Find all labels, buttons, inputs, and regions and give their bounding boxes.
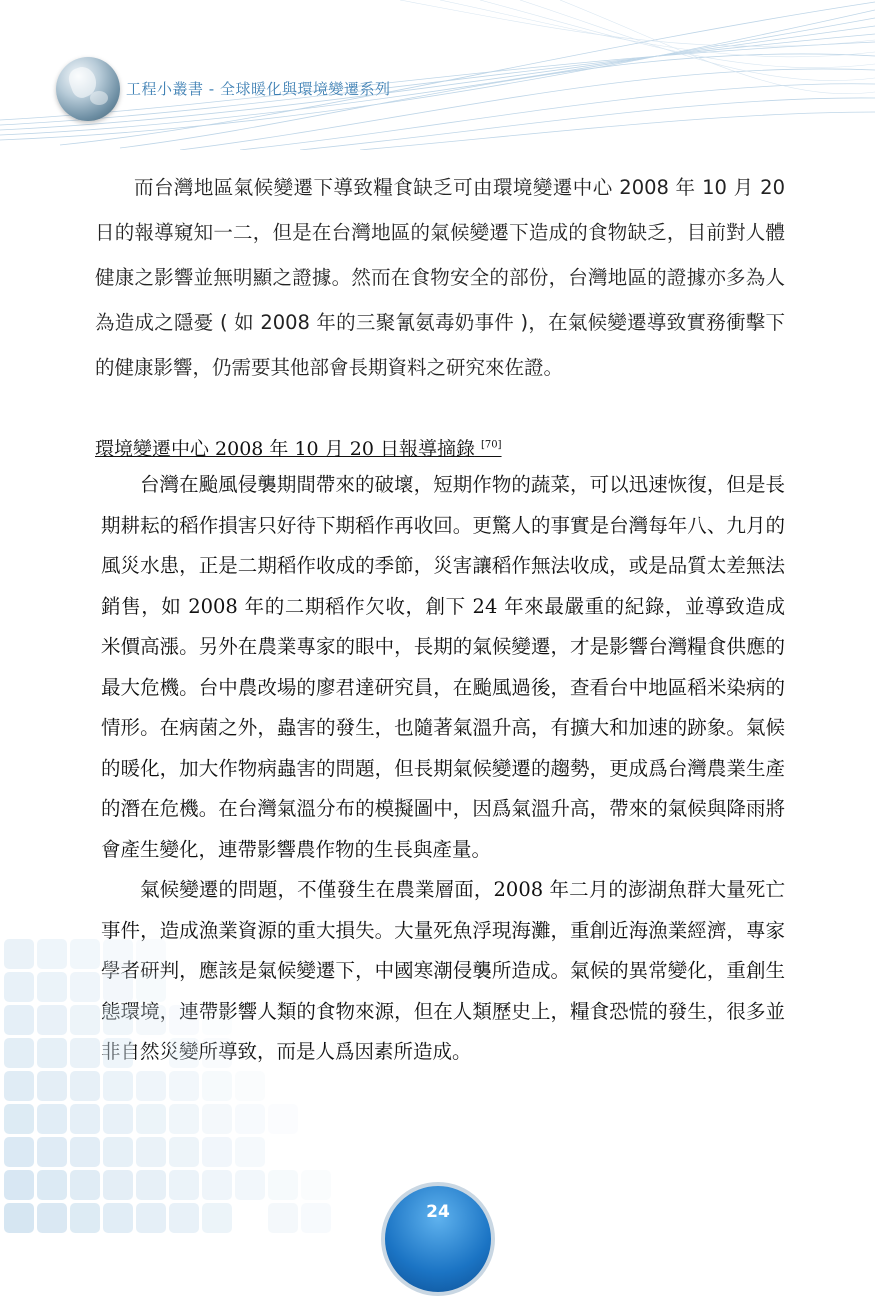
decor-square — [103, 1038, 133, 1068]
decor-square — [70, 939, 100, 969]
decor-square — [136, 939, 166, 969]
decor-square — [70, 972, 100, 1002]
decor-square — [4, 1203, 34, 1233]
decor-square — [37, 1038, 67, 1068]
decor-square — [70, 1038, 100, 1068]
decor-square — [202, 1170, 232, 1200]
decor-square — [136, 972, 166, 1002]
page-number-badge — [381, 1182, 495, 1296]
decor-square — [136, 1071, 166, 1101]
intro-paragraph — [95, 165, 785, 390]
decor-square — [169, 1170, 199, 1200]
excerpt-paragraph-2: 氣候變遷的問題，不僅發生在農業層面，2008 年二月的澎湖魚群大量死亡事件，造成漁業資源的重大損失。大量死魚浮現海灘，重創近海漁業經濟，專家學者研判，應該是氣候變遷下，中國寒潮侵襲所造成。氣候的異常變化，重創生態環境，連帶影響人類的食物來源，但在人類歷史上，糧食恐慌的發生，很多並非自然災變所導致，而是人爲因素所造成。 — [101, 878, 785, 1063]
decor-square — [235, 1071, 265, 1101]
decor-square — [103, 1170, 133, 1200]
decor-square — [103, 1104, 133, 1134]
decor-square — [4, 1005, 34, 1035]
corner-squares-decoration — [0, 935, 330, 1241]
decor-square — [301, 1170, 331, 1200]
decor-square — [70, 1104, 100, 1134]
decor-square — [235, 1104, 265, 1134]
decor-square — [268, 1203, 298, 1233]
decor-square — [136, 1005, 166, 1035]
intro-paragraph-text: 而台灣地區氣候變遷下導致糧食缺乏可由環境變遷中心 2008 年 10 月 20 日的報導窺知一二，但是在台灣地區的氣候變遷下造成的食物缺乏，目前對人體健康之影響並無明顯之證據。然而在食物安全的部份，台灣地區的證據亦多為人為造成之隱憂 ( 如 2008 年的三聚氰氨毒奶事件 )，在氣候變遷導致實務衝擊下的健康影響，仍需要其他部會長期資料之研究來佐證。 — [95, 176, 785, 379]
header-swoosh-decoration — [0, 0, 875, 150]
decor-square — [202, 1005, 232, 1035]
excerpt-paragraph-1: 台灣在颱風侵襲期間帶來的破壞，短期作物的蔬菜，可以迅速恢復，但是長期耕耘的稻作損害只好待下期稻作再收回。更驚人的事實是台灣每年八、九月的風災水患，正是二期稻作收成的季節，災害讓稻作無法收成，或是品質太差無法銷售，如 2008 年的二期稻作欠收，創下 24 年來最嚴重的紀錄，並導致造成米價高漲。另外在農業專家的眼中，長期的氣候變遷，才是影響台灣糧食供應的最大危機。台中農改場的廖君達研究員，在颱風過後，查看台中地區稻米染病的情形。在病菌之外，蟲害的發生，也隨著氣溫升高，有擴大和加速的跡象。氣候的暖化，加大作物病蟲害的問題，但長期氣候變遷的趨勢，更成爲台灣農業生產的潛在危機。在台灣氣溫分布的模擬圖中，因爲氣溫升高，帶來的氣候與降雨將會產生變化，連帶影響農作物的生長與產量。 — [101, 473, 785, 861]
decor-square — [235, 1137, 265, 1167]
decor-square — [169, 1071, 199, 1101]
excerpt-title-text: 環境變遷中心 2008 年 10 月 20 日報導摘錄 — [95, 438, 475, 460]
decor-square — [70, 1137, 100, 1167]
decor-square — [136, 1104, 166, 1134]
decor-square — [103, 1005, 133, 1035]
decor-square — [37, 939, 67, 969]
decor-square — [202, 1071, 232, 1101]
decor-square — [37, 1137, 67, 1167]
decor-square — [37, 1005, 67, 1035]
decor-square — [103, 1071, 133, 1101]
decor-square — [136, 1203, 166, 1233]
decor-square — [268, 1104, 298, 1134]
decor-square — [37, 1170, 67, 1200]
decor-square — [37, 1203, 67, 1233]
decor-square — [268, 1170, 298, 1200]
decor-square — [4, 1038, 34, 1068]
decor-square — [202, 1137, 232, 1167]
decor-square — [70, 1071, 100, 1101]
decor-square — [202, 1104, 232, 1134]
decor-square — [4, 1137, 34, 1167]
page-header — [0, 0, 875, 150]
decor-square — [4, 972, 34, 1002]
decor-square — [4, 1170, 34, 1200]
decor-square — [37, 1071, 67, 1101]
decor-square — [4, 939, 34, 969]
decor-square — [103, 1137, 133, 1167]
decor-square — [235, 1170, 265, 1200]
page-number: 24 — [426, 1202, 450, 1222]
decor-square — [37, 972, 67, 1002]
excerpt-title — [95, 434, 785, 461]
excerpt-reference: [70] — [481, 439, 502, 451]
series-title: 工程小叢書 - 全球暖化與環境變遷系列 — [126, 80, 391, 98]
decor-square — [301, 1203, 331, 1233]
decor-square — [103, 972, 133, 1002]
decor-square — [136, 1137, 166, 1167]
decor-square — [103, 939, 133, 969]
decor-square — [4, 1104, 34, 1134]
decor-square — [37, 1104, 67, 1134]
decor-square — [70, 1005, 100, 1035]
decor-square — [202, 1038, 232, 1068]
decor-square — [202, 1203, 232, 1233]
globe-icon — [56, 57, 120, 121]
decor-square — [70, 1203, 100, 1233]
decor-square — [70, 1170, 100, 1200]
decor-square — [169, 1104, 199, 1134]
decor-square — [169, 1038, 199, 1068]
decor-square — [169, 1005, 199, 1035]
decor-square — [169, 1203, 199, 1233]
decor-square — [103, 1203, 133, 1233]
decor-square — [136, 1170, 166, 1200]
decor-square — [169, 1137, 199, 1167]
decor-square — [4, 1071, 34, 1101]
